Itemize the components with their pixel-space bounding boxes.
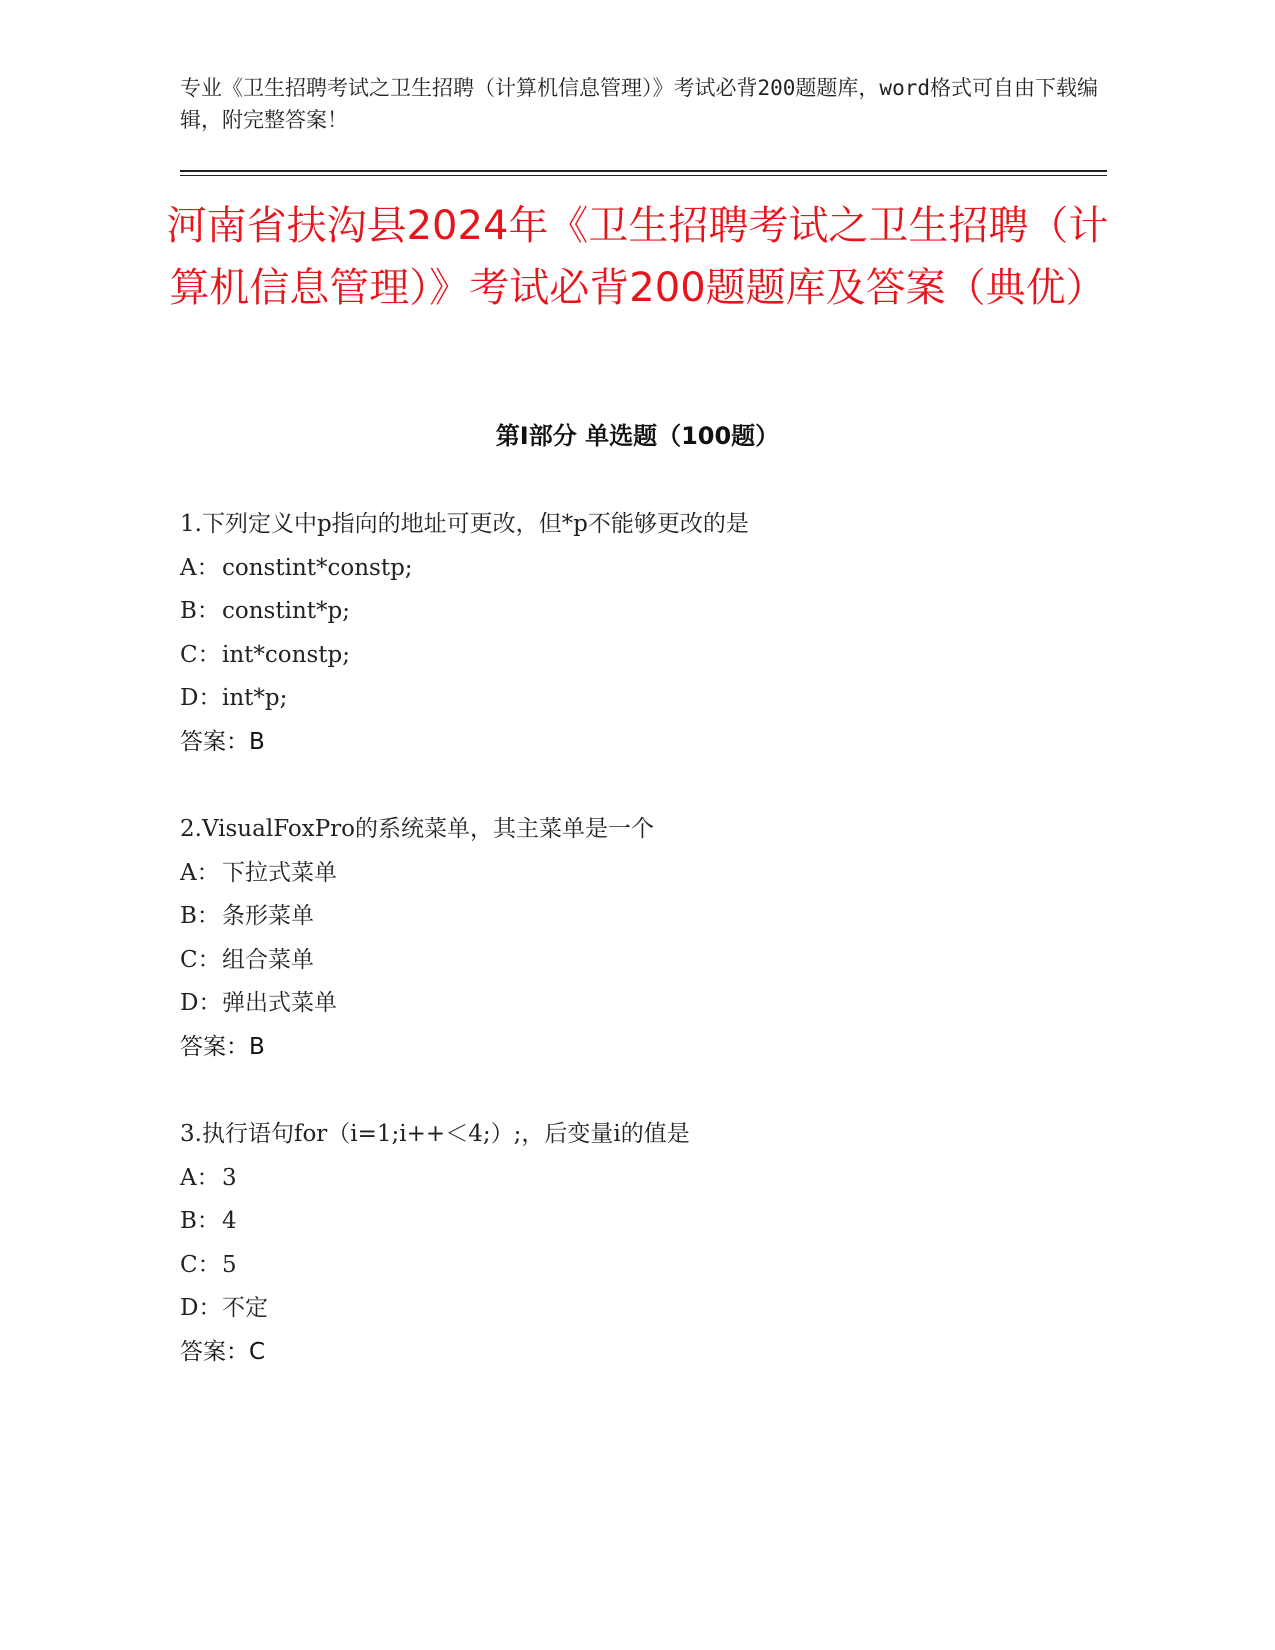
question-2	[180, 808, 1120, 1069]
option-c	[180, 1244, 1120, 1288]
option-a	[180, 852, 1120, 896]
option-d	[180, 982, 1120, 1026]
option-key: C：	[180, 641, 221, 668]
option-text: int*constp;	[222, 641, 350, 668]
option-text: constint*constp;	[222, 554, 413, 581]
option-a	[180, 1157, 1120, 1201]
question-stem: 1.下列定义中p指向的地址可更改，但*p不能够更改的是	[180, 511, 749, 537]
question-stem: 3.执行语句for（i=1;i++＜4;）;，后变量i的值是	[180, 1121, 690, 1147]
option-b	[180, 1200, 1120, 1244]
header-note: 专业《卫生招聘考试之卫生招聘（计算机信息管理）》考试必背200题题库，word格式可自由下载编辑，附完整答案！	[180, 76, 1098, 132]
option-c	[180, 939, 1120, 983]
option-key: C：	[180, 1251, 221, 1278]
option-key: B：	[180, 1208, 220, 1234]
option-key: A：	[180, 1164, 220, 1191]
answer-line: 答案：C	[180, 1338, 266, 1365]
option-key: D：	[180, 685, 222, 711]
option-text: 3	[222, 1164, 237, 1191]
option-text: 条形菜单	[222, 903, 314, 929]
question-1	[180, 503, 1120, 764]
question-3	[180, 1113, 1120, 1374]
answer-line: 答案：B	[180, 728, 265, 755]
option-text: 5	[222, 1251, 237, 1278]
option-text: 下拉式菜单	[222, 859, 337, 886]
option-b	[180, 590, 1120, 634]
option-text: constint*p;	[222, 598, 350, 624]
option-c	[180, 634, 1120, 678]
option-text: 组合菜单	[222, 946, 314, 973]
option-key: B：	[180, 598, 220, 624]
option-d	[180, 677, 1120, 721]
option-key: C：	[180, 946, 221, 973]
header-divider	[180, 170, 1107, 176]
document-title: 河南省扶沟县2024年《卫生招聘考试之卫生招聘（计算机信息管理）》考试必背200题题库及答案（典优）	[166, 203, 1109, 311]
answer-line: 答案：B	[180, 1033, 265, 1060]
option-key: A：	[180, 554, 220, 581]
option-a	[180, 547, 1120, 591]
option-d	[180, 1287, 1120, 1331]
option-key: A：	[180, 859, 220, 886]
option-key: B：	[180, 903, 220, 929]
question-stem: 2.VisualFoxPro的系统菜单，其主菜单是一个	[180, 816, 655, 842]
option-text: 4	[222, 1208, 237, 1234]
option-text: int*p;	[222, 685, 288, 711]
option-key: D：	[180, 1295, 222, 1321]
section-title: 第Ⅰ部分 单选题（100题）	[495, 422, 780, 450]
option-text: 弹出式菜单	[222, 990, 337, 1016]
option-key: D：	[180, 990, 222, 1016]
option-b	[180, 895, 1120, 939]
option-text: 不定	[222, 1295, 268, 1321]
